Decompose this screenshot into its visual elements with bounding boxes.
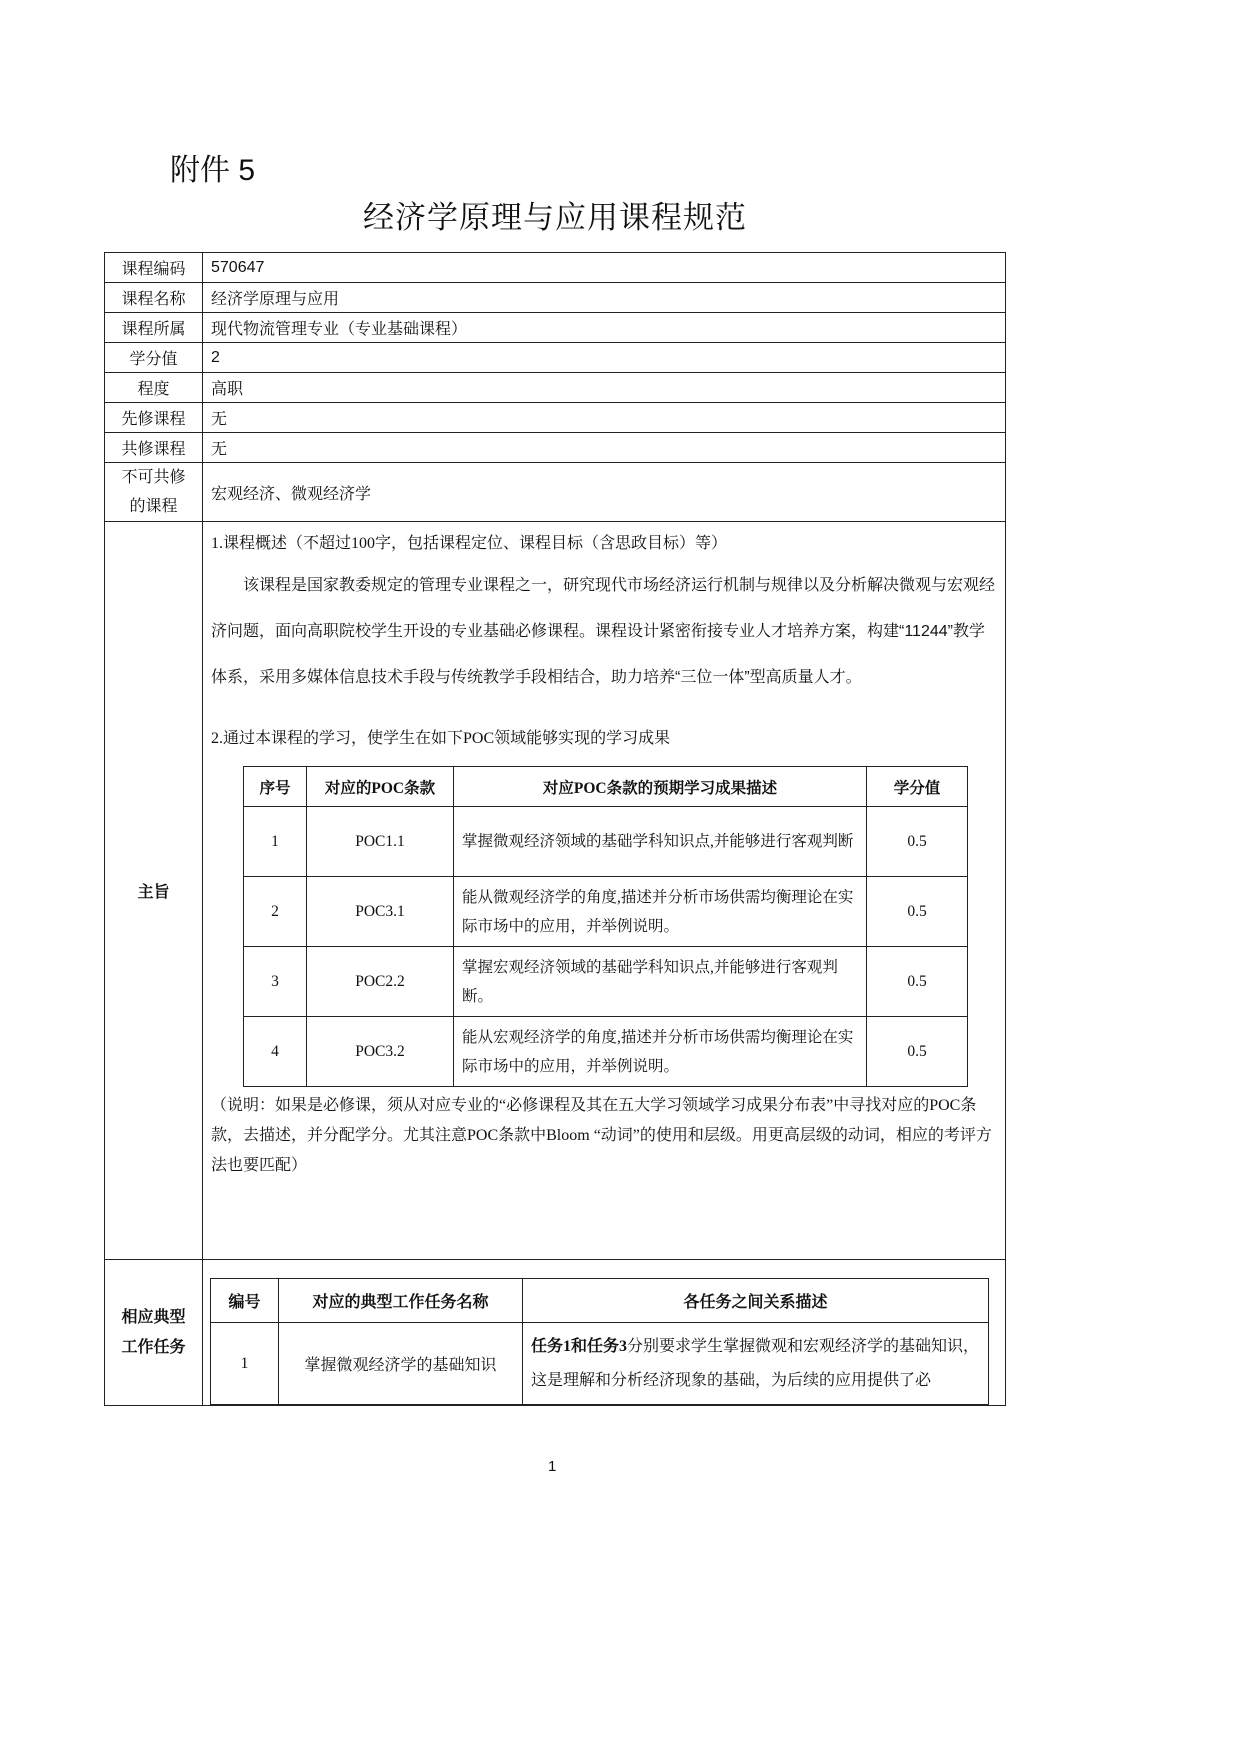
attachment-label: 附件 5 [170,154,256,187]
poc-table [243,766,968,1087]
info-label: 先修课程 [105,403,203,433]
info-value: 宏观经济、微观经济学 [203,463,1006,522]
info-value: 高职 [203,373,1006,403]
poc-header: 序号 [244,767,307,807]
overview-text: 该课程是国家教委规定的管理专业课程之一，研究现代市场经济运行机制与规律以及分析解决微观与宏观经济问题，面向高职院校学生开设的专业基础必修课程。课程设计紧密衔接专业人才培养方案，构建“11244”教学体系，采用多媒体信息技术手段与传统教学手段相结合，助力培养“三位一体”型高质量人才。 [211,577,996,686]
info-row [105,283,1006,313]
purpose-label: 主旨 [105,522,203,1260]
poc-clause: POC3.2 [307,1017,454,1087]
poc-desc: 能从宏观经济学的角度,描述并分析市场供需均衡理论在实际市场中的应用，并举例说明。 [454,1017,867,1087]
purpose-row [105,522,1006,1260]
poc-no: 1 [244,807,307,877]
info-value: 经济学原理与应用 [203,283,1006,313]
poc-row [244,807,968,877]
poc-desc: 能从微观经济学的角度,描述并分析市场供需均衡理论在实际市场中的应用，并举例说明。 [454,877,867,947]
poc-credit: 0.5 [867,877,968,947]
info-value: 570647 [203,253,1006,283]
info-row [105,313,1006,343]
poc-credit: 0.5 [867,807,968,877]
info-label: 课程名称 [105,283,203,313]
info-label: 程度 [105,373,203,403]
task-desc-bold: 任务1和任务3 [531,1337,628,1355]
poc-credit: 0.5 [867,947,968,1017]
poc-header: 对应POC条款的预期学习成果描述 [454,767,867,807]
task-name: 掌握微观经济学的基础知识 [279,1323,523,1405]
info-row [105,343,1006,373]
info-label: 不可共修的课程 [105,463,203,522]
task-desc-text: 分别要求学生掌握微观和宏观经济学的基础知识，这是理解和分析经济现象的基础，为后续的应用提供了必 [531,1337,980,1389]
tasks-table [210,1278,989,1405]
task-no: 1 [211,1323,279,1405]
info-label: 课程编码 [105,253,203,283]
document-title: 经济学原理与应用课程规范 [363,200,747,235]
info-value: 无 [203,433,1006,463]
poc-desc: 掌握微观经济领域的基础学科知识点,并能够进行客观判断 [454,807,867,877]
info-row [105,433,1006,463]
poc-clause: POC1.1 [307,807,454,877]
task-header: 各任务之间关系描述 [523,1279,989,1323]
poc-clause: POC3.1 [307,877,454,947]
poc-row [244,877,968,947]
note-text: （说明：如果是必修课，须从对应专业的“必修课程及其在五大学习领域学习成果分布表”中寻找对应的POC条款，去描述，并分配学分。尤其注意POC条款中Bloom “动词”的使用和层级。用更高层级的动词，相应的考评方法也要匹配） [211,1097,992,1174]
info-value: 2 [203,343,1006,373]
poc-header: 对应的POC条款 [307,767,454,807]
poc-clause: POC2.2 [307,947,454,1017]
task-row [211,1323,989,1405]
task-header: 编号 [211,1279,279,1323]
info-row [105,463,1006,522]
task-header: 对应的典型工作任务名称 [279,1279,523,1323]
info-value: 无 [203,403,1006,433]
info-row [105,253,1006,283]
tasks-label: 相应典型工作任务 [105,1260,203,1406]
poc-row [244,947,968,1017]
poc-header: 学分值 [867,767,968,807]
poc-row [244,1017,968,1087]
info-row [105,403,1006,433]
course-spec-table [104,252,1006,1406]
poc-no: 3 [244,947,307,1017]
poc-desc: 掌握宏观经济领域的基础学科知识点,并能够进行客观判断。 [454,947,867,1017]
info-row [105,373,1006,403]
tasks-row [105,1260,1006,1406]
task-desc [523,1323,989,1405]
info-value: 现代物流管理专业（专业基础课程） [203,313,1006,343]
info-label: 共修课程 [105,433,203,463]
overview-heading: 1.课程概述（不超过100字，包括课程定位、课程目标（含思政目标）等） [211,535,728,552]
outcomes-heading: 2.通过本课程的学习，使学生在如下POC领域能够实现的学习成果 [211,730,671,747]
info-label: 课程所属 [105,313,203,343]
poc-no: 4 [244,1017,307,1087]
poc-credit: 0.5 [867,1017,968,1087]
page-number: 1 [548,1458,557,1475]
poc-no: 2 [244,877,307,947]
info-label: 学分值 [105,343,203,373]
